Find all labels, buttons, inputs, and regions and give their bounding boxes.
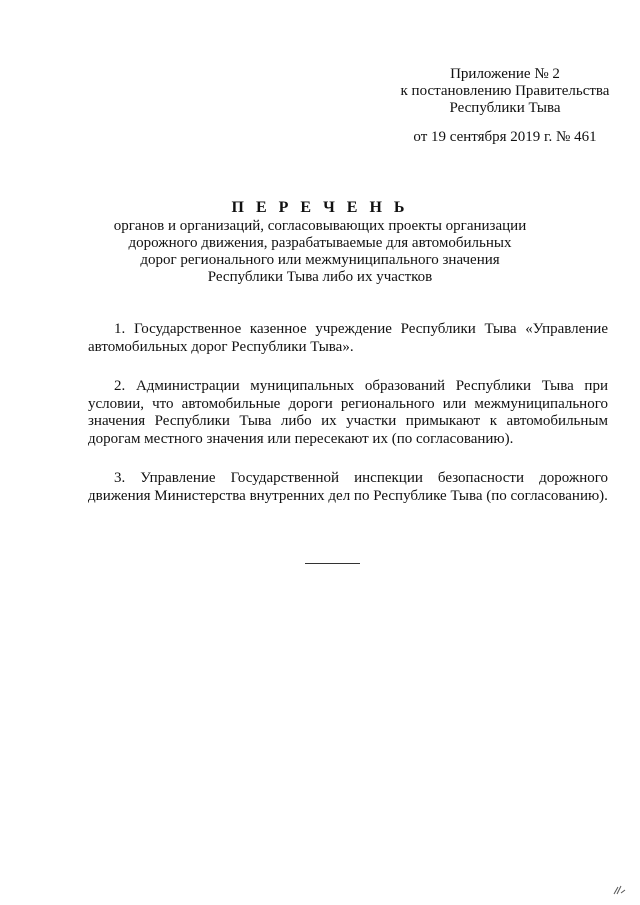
- list-item: 1. Государственное казенное учреждение Республики Тыва «Управление автомобильных дорог Республики Тыва».: [88, 321, 608, 355]
- end-divider: [305, 563, 360, 564]
- appendix-number: Приложение № 2: [450, 66, 560, 82]
- appendix-date: от 19 сентября 2019 г. № 461: [413, 129, 597, 145]
- list-item: 2. Администрации муниципальных образований Республики Тыва при условии, что автомобильные дороги регионального или межмуниципального значения Республики Тыва либо их участки примыкают к автомобильным дорогам местного значения или пересекают их (по согласованию).: [88, 378, 608, 447]
- item-list: [88, 321, 608, 527]
- appendix-reference: к постановлению Правительства: [400, 83, 610, 99]
- document-title: П Е Р Е Ч Е Н Ь: [231, 199, 409, 216]
- document-subtitle: [60, 218, 580, 286]
- list-item: 3. Управление Государственной инспекции безопасности дорожного движения Министерства внутренних дел по Республике Тыва (по согласованию).: [88, 470, 608, 504]
- appendix-region: Республики Тыва: [449, 100, 561, 116]
- subtitle-line: органов и организаций, согласовывающих проекты организации: [113, 218, 527, 234]
- handwritten-mark-icon: [612, 884, 628, 896]
- subtitle-line: дорог регионального или межмуниципального значения: [140, 252, 500, 268]
- subtitle-line: дорожного движения, разрабатываемые для автомобильных: [128, 235, 512, 251]
- appendix-block: [390, 66, 620, 146]
- title-block: [60, 198, 580, 286]
- subtitle-line: Республики Тыва либо их участков: [207, 269, 433, 285]
